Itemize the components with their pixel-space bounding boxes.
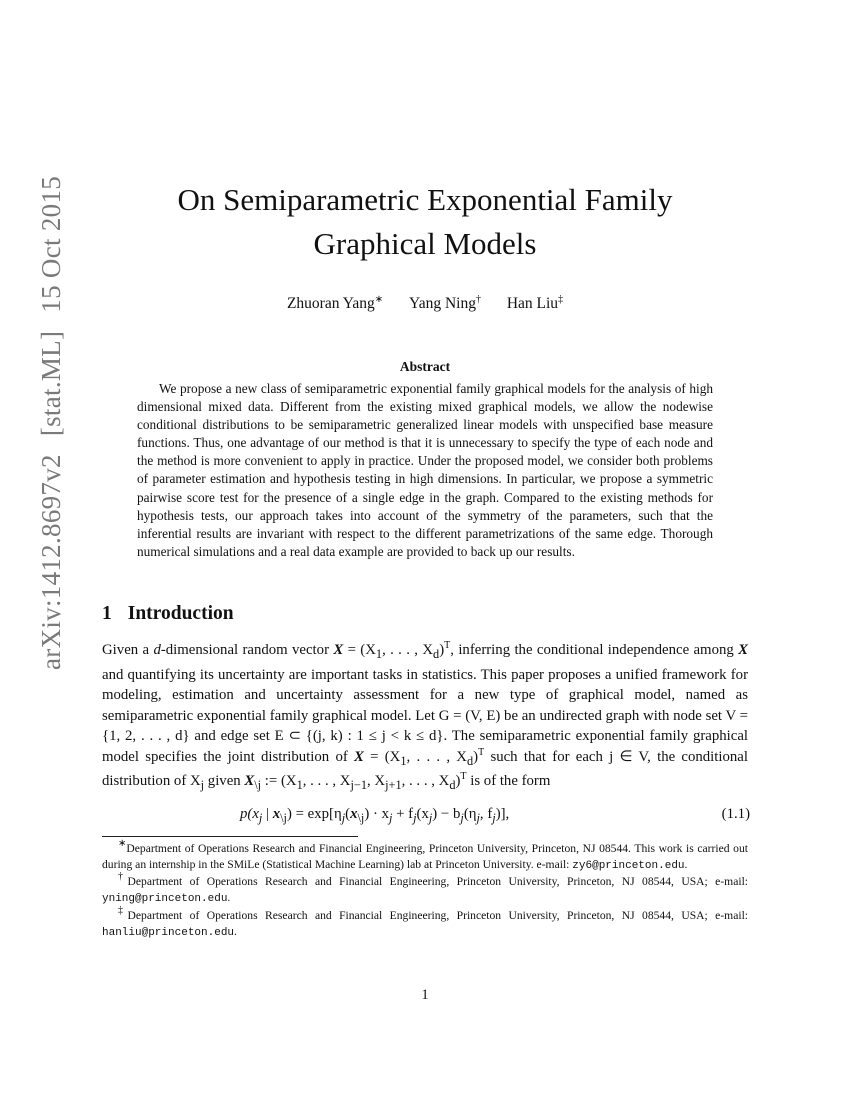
author-mark: ∗ — [374, 294, 384, 305]
footnotes — [102, 838, 749, 941]
page-number: 1 — [421, 987, 429, 1003]
email-link[interactable]: hanliu@princeton.edu — [102, 926, 235, 939]
author-name: Yang Ning — [409, 295, 476, 312]
footnote-1: ∗Department of Operations Research and Financial Engineering, Princeton University, Princeton, NJ 08544. This work is carried out during an internship in the SMiLe (Statistical Machine Learning) lab at Princeton University. e-mail: zy6@princeton.edu. — [102, 838, 748, 872]
author-2 — [409, 295, 481, 312]
section-number: 1 — [102, 603, 112, 624]
arxiv-date: 15 Oct 2015 — [36, 175, 66, 313]
footnote-2: †Department of Operations Research and Financial Engineering, Princeton University, Princeton, NJ 08544, USA; e-mail: yning@princeton.edu. — [102, 871, 749, 906]
author-name: Zhuoran Yang — [286, 295, 375, 312]
email-link[interactable]: zy6@princeton.edu — [572, 859, 685, 872]
intro-paragraph: Given a d-dimensional random vector $X = (X_1$, . . . , $X_d)^T$, inferring the conditional independence among X and quantifying its uncertainty are important tasks in statistics. This paper proposes a unified framework for modeling, estimation and uncertainty assessment for a new type of graphical model, named as semiparametric exponential family graphical model. Let G = (V, E) be an undirected graph with node set V = {1, 2, . . . , d} and edge set E ⊂ {(j, k) : 1 ≤ j < k ≤ d}. The semiparametric exponential family graphical model specifies the joint distribution of $X = (X_1$, . . . , $X_d)^T$ such that for each j ∈ V, the conditional distribution of $X_j$ given $X_{\backslash j}$ := ($X_1$, . . . , $X_{j-1}$, $X_{j+1}$, . . . , $X_d)^T$ is of the form — [102, 640, 748, 793]
paper-title — [0, 178, 850, 266]
email-link[interactable]: yning@princeton.edu — [102, 893, 228, 906]
author-mark: ‡ — [558, 294, 564, 305]
abstract-text: We propose a new class of semiparametric exponential family graphical models for the analysis of high dimensional mixed data. Different from the existing mixed graphical models, we allow the nodewise conditional distributions to be semiparametric generalized linear models with unspecified base measure functions. Thus, one advantage of our method is that it is unnecessary to specify the type of each node and the method is more convenient to apply in practice. Under the proposed model, we consider both problems of parameter estimation and hypothesis testing in high dimensions. In particular, we propose a symmetric pairwise score test for the presence of a single edge in the graph. Compared to the existing methods for hypothesis tests, our approach takes into account of the symmetry of the parameters, such that the inferential results are invariant with respect to the different parametrizations of the same edge. Thorough numerical simulations and a real data example are provided to back up our results. — [137, 381, 713, 559]
arxiv-id: arXiv:1412.8697v2 — [36, 454, 66, 670]
author-name: Han Liu — [506, 295, 559, 312]
arxiv-category: [stat.ML] — [36, 330, 66, 437]
author-1 — [287, 295, 383, 312]
equation-number: (1.1) — [721, 806, 750, 822]
author-mark: † — [475, 294, 481, 305]
author-3 — [507, 295, 563, 312]
equation-1-1: $p(x_j$ | $x_{\backslash j}) = \exp[\eta_j(x_{\backslash j}) \cdot x_j + f_j(x_j) - b_j(\eta_j$, $f_j$)], — [240, 806, 510, 825]
title-line-1: On Semiparametric Exponential Family — [177, 182, 673, 217]
author-list — [0, 295, 850, 313]
footnote-3: ‡Department of Operations Research and Financial Engineering, Princeton University, Princeton, NJ 08544, USA; e-mail: hanliu@princeton.edu. — [102, 904, 749, 939]
title-line-2: Graphical Models — [313, 226, 537, 261]
section-title: Introduction — [127, 603, 234, 624]
footnote-rule — [102, 836, 358, 837]
abstract-heading: Abstract — [399, 359, 451, 374]
section-heading — [102, 603, 234, 625]
